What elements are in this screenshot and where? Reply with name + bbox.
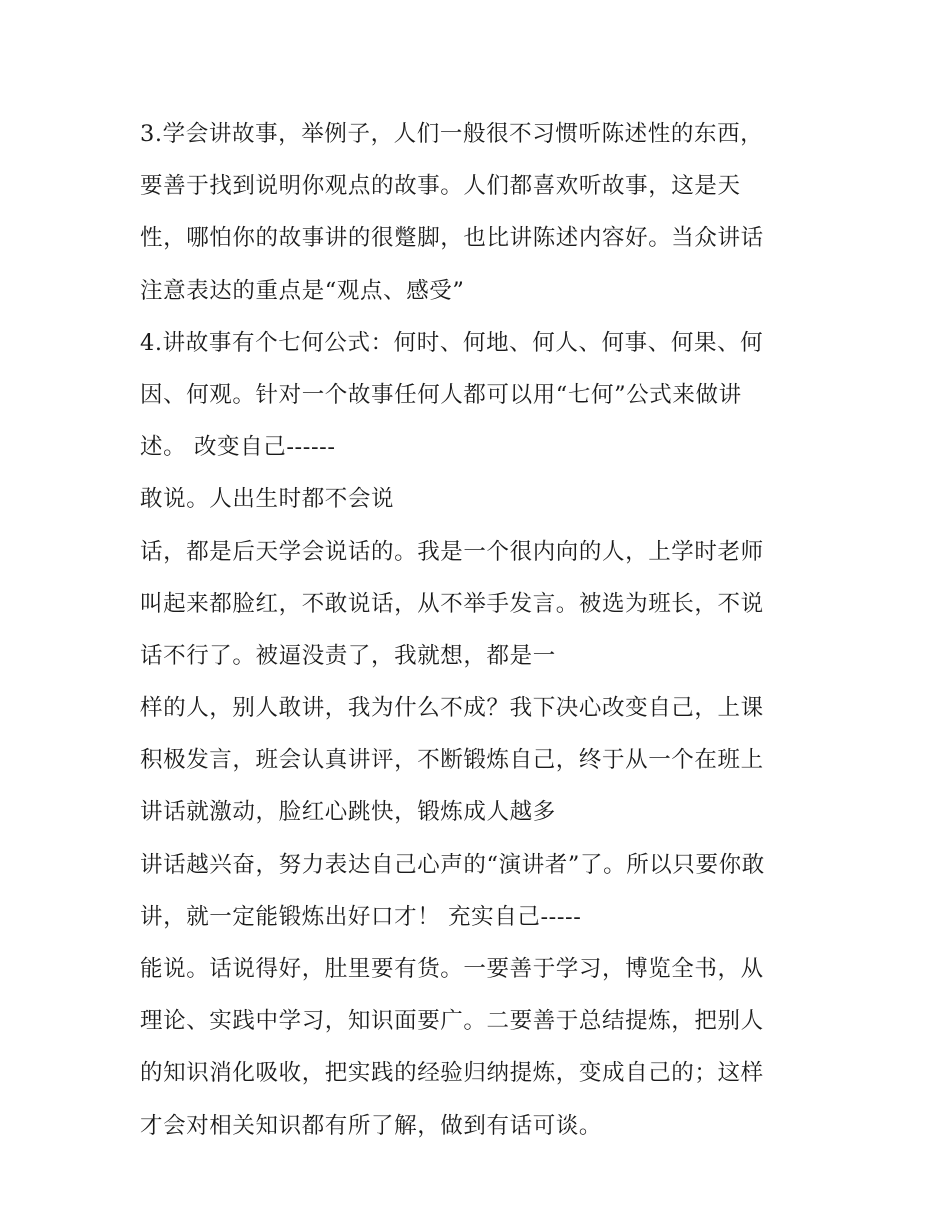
text-line: 要善于找到说明你观点的故事。人们都喜欢听故事，这是天 [140, 173, 741, 200]
text-line: 3.学会讲故事，举例子，人们一般很不习惯听陈述性的东西， [140, 121, 764, 147]
text-line: 注意表达的重点是“观点、感受” [140, 277, 465, 304]
text-line: 讲话越兴奋，努力表达自己心声的“演讲者”了。所以只要你敢 [140, 851, 765, 878]
text-line: 敢说。人出生时都不会说 [140, 486, 395, 513]
text-line: 4.讲故事有个七何公式：何时、何地、何人、何事、何果、何 [140, 329, 764, 356]
text-line: 性，哪怕你的故事讲的很蹩脚，也比讲陈述内容好。当众讲话 [140, 225, 764, 252]
text-line: 因、何观。针对一个故事任何人都可以用“七何”公式来做讲 [140, 381, 742, 408]
text-line: 积极发言，班会认真讲评，不断锻炼自己，终于从一个在班上 [140, 747, 764, 774]
document-body [140, 108, 820, 1152]
text-line: 理论、实践中学习，知识面要广。二要善于总结提炼，把别人 [140, 1008, 764, 1035]
text-line: 讲话就激动，脸红心跳快，锻炼成人越多 [140, 799, 556, 826]
text-line: 话，都是后天学会说话的。我是一个很内向的人，上学时老师 [140, 538, 764, 565]
text-line: 的知识消化吸收，把实践的经验归纳提炼，变成自己的；这样 [140, 1060, 764, 1087]
text-line: 样的人，别人敢讲，我为什么不成？我下决心改变自己，上课 [140, 695, 764, 722]
text-line: 讲，就一定能锻炼出好口才！ 充实自己----- [140, 903, 582, 930]
text-line: 叫起来都脸红，不敢说话，从不举手发言。被选为班长，不说 [140, 590, 764, 617]
text-line: 能说。话说得好，肚里要有货。一要善于学习，博览全书，从 [140, 956, 764, 982]
text-line: 才会对相关知识都有所了解，做到有话可谈。 [140, 1112, 603, 1139]
text-line: 述。 改变自己------ [140, 434, 336, 461]
text-line: 话不行了。被逼没责了，我就想，都是一 [140, 642, 556, 669]
